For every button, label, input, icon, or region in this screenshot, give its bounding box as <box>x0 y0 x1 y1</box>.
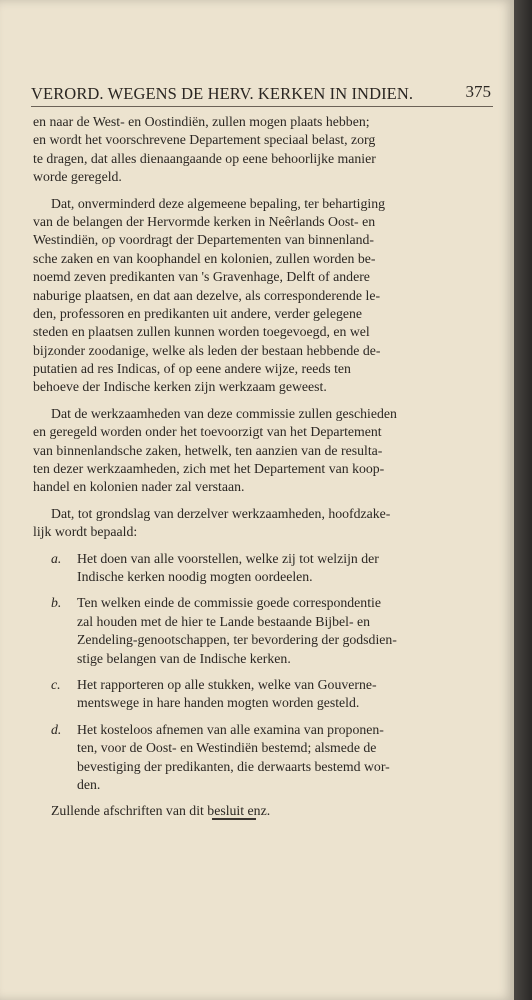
text-line: te dragen, dat alles dienaangaande op eene behoorlijke manier <box>33 150 376 166</box>
text-line: Het rapporteren op alle stukken, welke van Gouverne- <box>77 676 377 692</box>
text-line: Het doen van alle voorstellen, welke zij tot welzijn der <box>77 550 379 566</box>
text-line: putatien ad res Indicas, of op eene andere wijze, reeds ten <box>33 361 351 377</box>
paragraph-3 <box>33 405 493 497</box>
text-line: bijzonder zoodanige, welke als leden der bestaan hebbende de- <box>33 342 381 358</box>
item-marker: a. <box>51 550 62 566</box>
paragraph-1 <box>33 113 493 187</box>
item-marker: d. <box>51 721 62 737</box>
book-spine <box>514 0 532 1000</box>
text-line: handel en kolonien nader zal verstaan. <box>33 479 245 495</box>
text-line: Dat de werkzaamheden van deze commissie zullen geschieden <box>51 405 397 421</box>
text-line: den. <box>77 776 101 792</box>
text-line: steden en plaatsen zullen kunnen worden toegevoegd, en wel <box>33 324 370 340</box>
text-line: Westindiën, op voordragt der Departementen van binnenland- <box>33 232 375 248</box>
text-line: bevestiging der predikanten, die derwaarts bestemd wor- <box>77 758 390 774</box>
text-line: lijk wordt bepaald: <box>33 524 138 540</box>
text-line: naburige plaatsen, en dat aan dezelve, als corresponderende le- <box>33 287 381 303</box>
text-line: en geregeld worden onder het toevoorzigt van het Departement <box>33 424 382 440</box>
text-line: Ten welken einde de commissie goede correspondentie <box>77 595 381 611</box>
text-line: behoeve der Indische kerken zijn werkzaam geweest. <box>33 379 327 395</box>
page-number: 375 <box>465 82 491 101</box>
text-line: den, professoren en predikanten uit andere, verder gelegene <box>33 305 363 321</box>
running-header <box>31 78 491 106</box>
text-line: sche zaken en van koophandel en kolonien, zullen worden be- <box>33 250 376 266</box>
item-marker: c. <box>51 676 61 692</box>
text-line: worde geregeld. <box>33 169 122 185</box>
closing-paragraph <box>33 802 493 820</box>
text-line: stige belangen van de Indische kerken. <box>77 650 291 666</box>
item-marker: b. <box>51 595 62 611</box>
text-line: Het kosteloos afnemen van alle examina van proponen- <box>77 721 384 737</box>
text-line: mentswege in hare handen mogten worden gesteld. <box>77 695 360 711</box>
end-rule <box>212 818 256 820</box>
running-title: VERORD. WEGENS DE HERV. KERKEN IN INDIEN. <box>31 84 414 103</box>
list-item-b <box>33 594 493 668</box>
text-line: van binnenlandsche zaken, hetwelk, ten aanzien van de resulta- <box>33 442 383 458</box>
paragraph-2 <box>33 195 493 397</box>
text-line: Zullende afschriften van dit besluit enz. <box>51 803 271 819</box>
list-item-a <box>33 550 493 587</box>
text-line: Dat, tot grondslag van derzelver werkzaamheden, hoofdzake- <box>51 505 391 521</box>
list-item-c <box>33 676 493 713</box>
text-line: en wordt het voorschrevene Departement speciaal belast, zorg <box>33 132 376 148</box>
text-line: van de belangen der Hervormde kerken in Neêrlands Oost- en <box>33 213 376 229</box>
text-line: en naar de West- en Oostindiën, zullen mogen plaats hebben; <box>33 114 370 129</box>
text-line: Dat, onverminderd deze algemeene bepaling, ter behartiging <box>51 195 386 211</box>
body-text <box>33 113 493 821</box>
paragraph-4 <box>33 505 493 542</box>
text-line: zal houden met de hier te Lande bestaande Bijbel- en <box>77 613 371 629</box>
text-line: ten dezer werkzaamheden, zich met het Departement van koop- <box>33 461 385 477</box>
text-line: Indische kerken noodig mogten oordeelen. <box>77 568 313 584</box>
text-line: ten, voor de Oost- en Westindiën bestemd; alsmede de <box>77 740 377 756</box>
text-line: noemd zeven predikanten van 's Gravenhage, Delft of andere <box>33 269 370 285</box>
header-rule <box>31 106 493 107</box>
text-line: Zendeling-genootschappen, ter bevordering der godsdien- <box>77 632 397 648</box>
list-item-d <box>33 721 493 795</box>
